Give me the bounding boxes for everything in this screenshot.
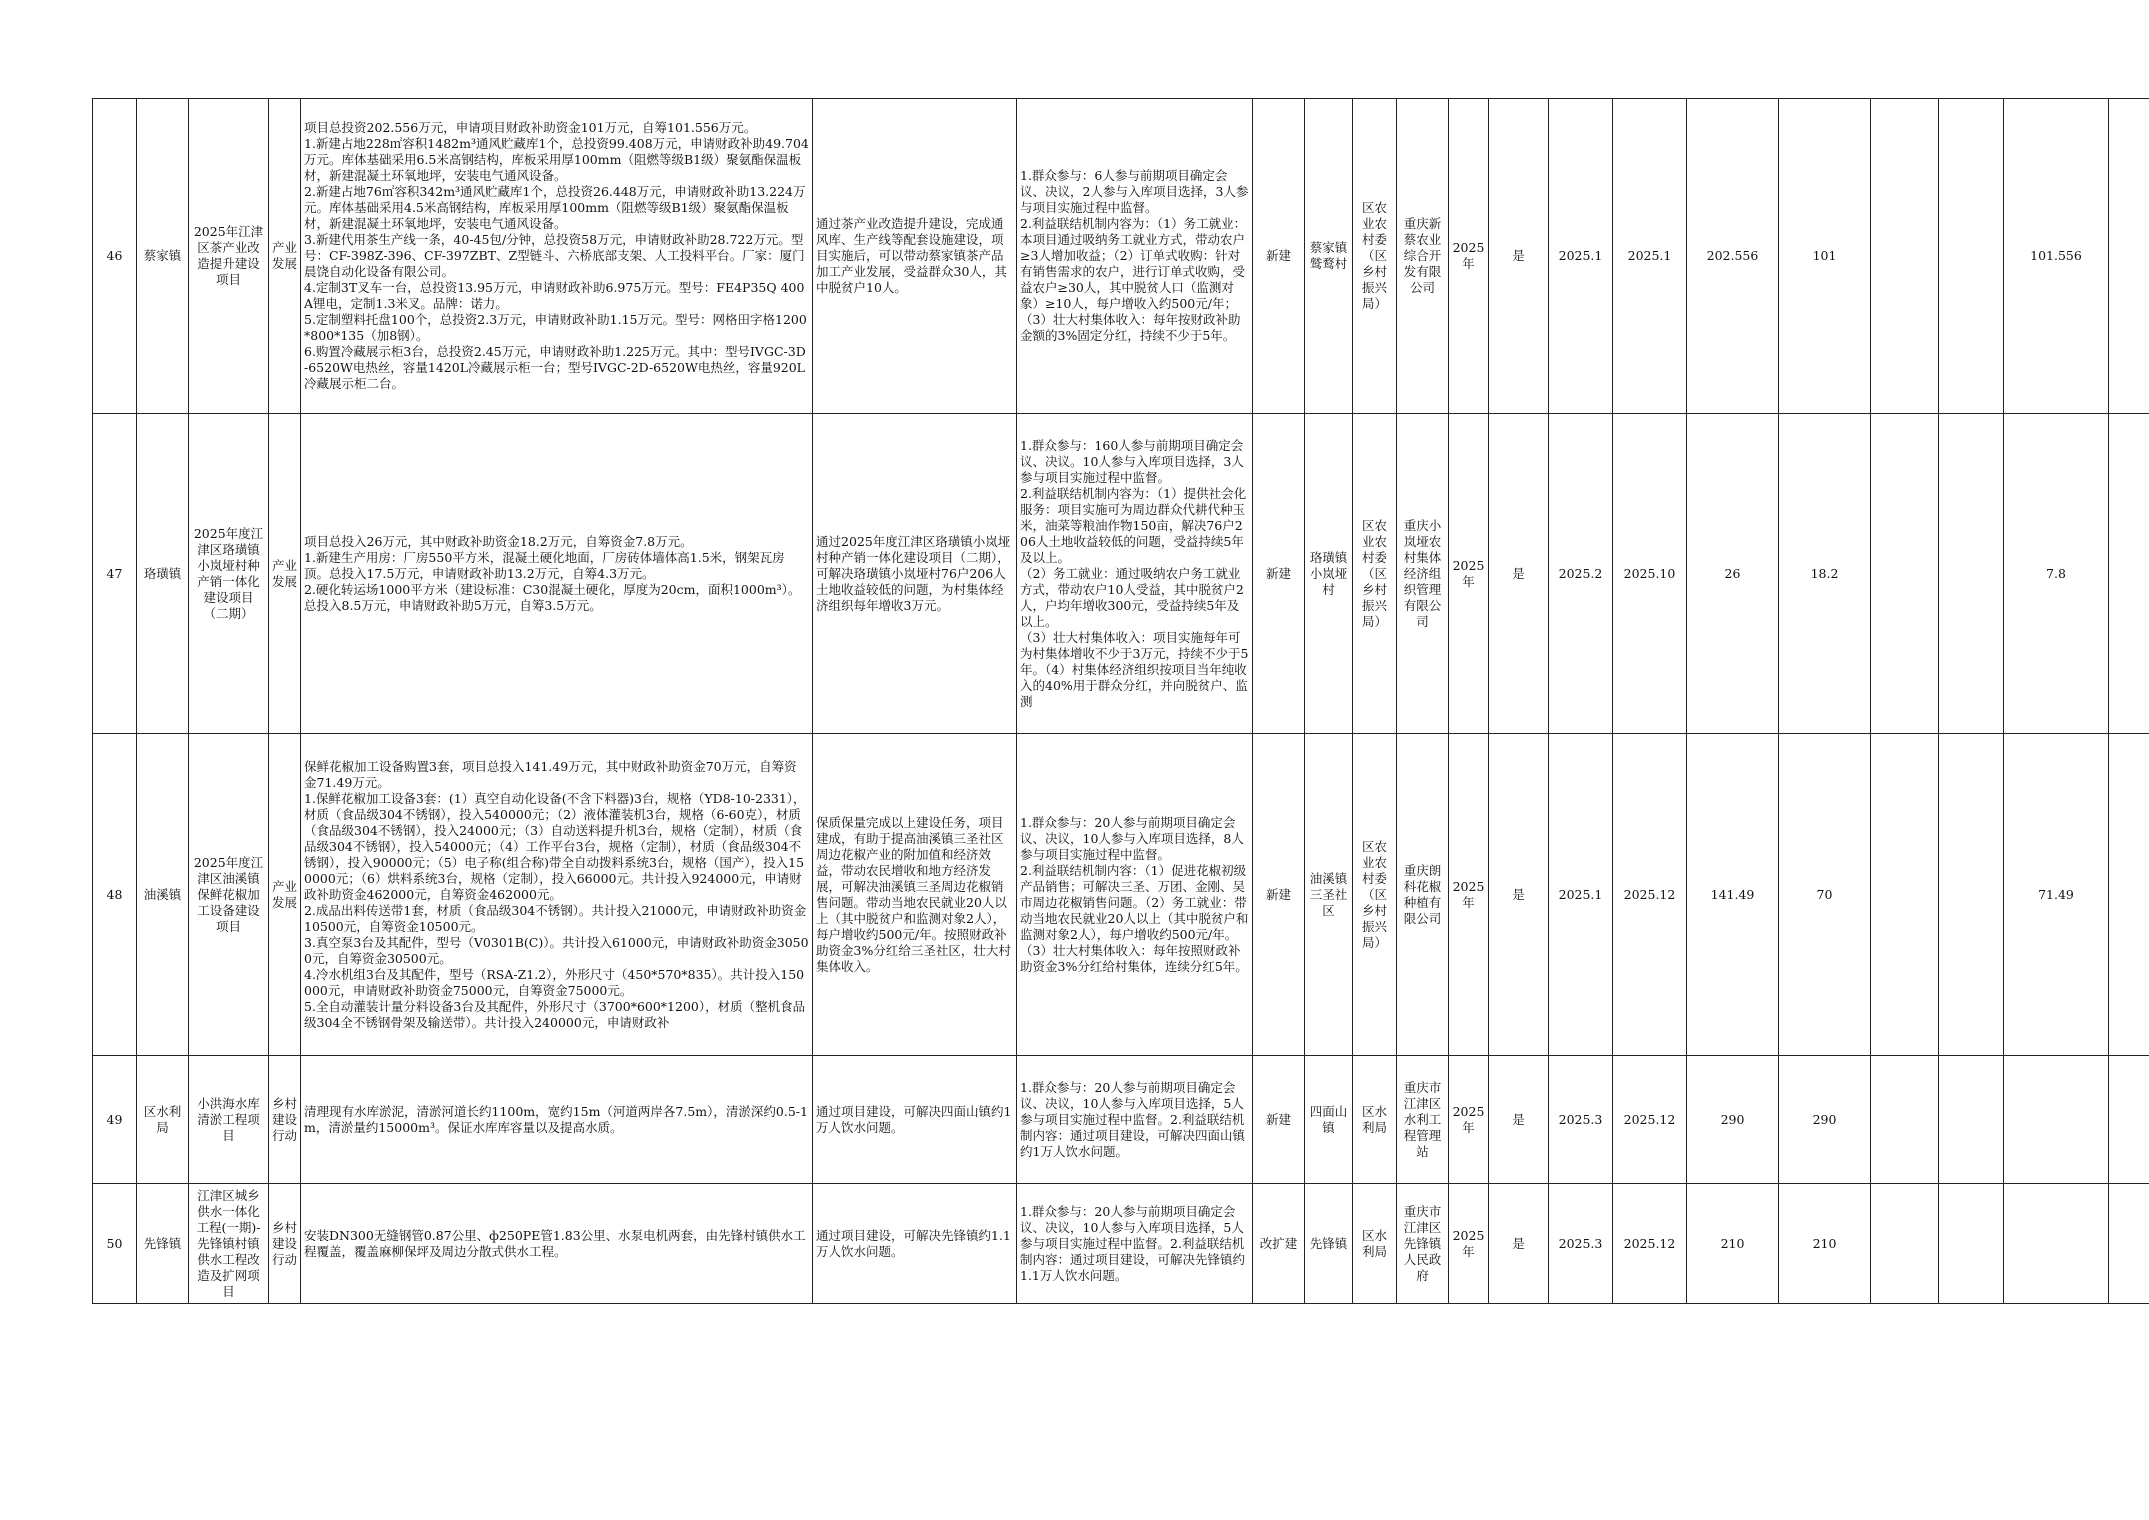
flag-cell-text: 是 <box>1512 248 1525 263</box>
fiscal-funds <box>1779 734 1871 1056</box>
start-date <box>1549 1184 1613 1304</box>
project-name-text: 江津区城乡供水一体化工程(一期)-先锋镇村镇供水工程改造及扩网项目 <box>196 1187 261 1299</box>
construction-content-text: 保鲜花椒加工设备购置3套，项目总投入141.49万元，其中财政补助资金70万元，自筹资金71.49万元。 1.保鲜花椒加工设备3套：(1）真空自动化设备(不含下料器)3台，规格（YD8-10-2331），材质（食品级304不锈钢），投入540000元；（2）液体灌装机3台，规格（6-60克），材质（食品级304不锈钢），投入24000元；（3）自动送料提升机3台，规格（定制），材质（食品级304不锈钢），投入54000元；（4）工作平台3台，规格（定制），材质（食品级304不锈钢），投入90000元；（5）电子称(组合称)带全自动拨料系统3台，规格（国产），投入150000元；（6）烘料系统3台，规格（定制），投入66000元。共计投入924000元，申请财政补助资金462000元，自筹资金462000元。 2.成品出料传送带1套，材质（食品级304不锈钢）。共计投入21000元，申请财政补助资金10500元，自筹资金10500元。 3.真空泵3台及其配件，型号（V0301B(C)）。共计投入61000元，申请财政补助资金30500元，自筹资金30500元。 4.冷水机组3台及其配件，型号（RSA-Z1.2），外形尺寸（450*570*835）。共计投入150000元，申请财政补助资金75000元，自筹资金75000元。 5.全自动灌装计量分料设备3台及其配件，外形尺寸（3700*600*1200），材质（整机食品级304全不锈钢骨架及输送带）。共计投入240000元，申请财政补 <box>304 758 809 1030</box>
flag-cell <box>1489 99 1549 414</box>
year <box>1449 1184 1489 1304</box>
empty-cell <box>1871 1056 1939 1184</box>
project-name <box>189 414 269 734</box>
empty-cell <box>2109 414 2149 734</box>
performance-goal <box>813 1056 1017 1184</box>
construction-content-text: 安装DN300无缝钢管0.87公里、ф250PE管1.83公里、水泵电机两套，由先锋村镇供水工程覆盖，覆盖麻柳保坪及周边分散式供水工程。 <box>304 1227 806 1259</box>
total-investment-text: 26 <box>1724 565 1741 581</box>
construction-content-text: 清理现有水库淤泥，清淤河道长约1100m，宽约15m（河道两岸各7.5m），清淤深约0.5-1m，清淤量约15000m³。保证水库库容量以及提高水质。 <box>304 1103 808 1135</box>
total-investment <box>1687 99 1779 414</box>
project-owner-text: 重庆新蔡农业综合开发有限公司 <box>1403 216 1442 295</box>
empty-cell <box>2109 1056 2149 1184</box>
construction-nature-text: 改扩建 <box>1259 1235 1298 1251</box>
project-name-text: 2025年度江津区珞璜镇小岚垭村种产销一体化建设项目（二期） <box>193 525 264 621</box>
project-name <box>189 734 269 1056</box>
flag-cell-text: 是 <box>1512 1111 1525 1127</box>
empty-cell <box>1871 1184 1939 1304</box>
empty-cell <box>1871 734 1939 1056</box>
self-raised-funds <box>2004 1184 2109 1304</box>
fiscal-funds <box>1779 99 1871 414</box>
project-name-text: 2025年度江津区油溪镇保鲜花椒加工设备建设项目 <box>193 854 264 934</box>
responsible-unit <box>137 734 189 1056</box>
project-type-text: 产业发展 <box>272 557 297 589</box>
competent-department <box>1353 1056 1397 1184</box>
start-date-text: 2025.1 <box>1558 248 1603 263</box>
location <box>1305 414 1353 734</box>
self-raised-funds-text: 101.556 <box>2030 248 2082 263</box>
start-date-text: 2025.3 <box>1558 1111 1603 1127</box>
year <box>1449 99 1489 414</box>
total-investment-text: 290 <box>1720 1111 1745 1127</box>
competent-department <box>1353 99 1397 414</box>
flag-cell-text: 是 <box>1512 1235 1525 1251</box>
end-date <box>1613 1056 1687 1184</box>
performance-goal <box>813 99 1017 414</box>
project-type <box>269 1056 301 1184</box>
competent-department-text: 区农业农村委（区乡村振兴局） <box>1361 517 1387 629</box>
self-raised-funds-text: 71.49 <box>2038 886 2074 902</box>
performance-goal-text: 通过项目建设，可解决四面山镇约1万人饮水问题。 <box>816 1103 1012 1135</box>
benefit-mechanism-text: 1.群众参与：20人参与前期项目确定会议、决议，10人参与入库项目选择，5人参与项目实施过程中监督。2.利益联结机制内容：通过项目建设，可解决先锋镇约1.1万人饮水问题。 <box>1020 1203 1246 1283</box>
performance-goal <box>813 734 1017 1056</box>
benefit-mechanism-text: 1.群众参与：20人参与前期项目确定会议、决议，10人参与入库项目选择，5人参与项目实施过程中监督。2.利益联结机制内容：通过项目建设，可解决四面山镇约1万人饮水问题。 <box>1020 1079 1246 1159</box>
start-date <box>1549 734 1613 1056</box>
performance-goal-text: 保质保量完成以上建设任务，项目建成，有助于提高油溪镇三圣社区周边花椒产业的附加值和经济效益，带动农民增收和地方经济发展，可解决油溪镇三圣周边花椒销售问题。带动当地农民就业20人以上（其中脱贫户和监测对象2人），每户增收约500元/年。按照财政补助资金3%分红给三圣社区，壮大村集体收入。 <box>816 814 1011 974</box>
responsible-unit <box>137 1056 189 1184</box>
start-date <box>1549 414 1613 734</box>
project-type-text: 乡村建设行动 <box>272 1219 297 1267</box>
project-table <box>92 98 2149 1304</box>
table-row <box>93 734 2149 1056</box>
end-date <box>1613 734 1687 1056</box>
responsible-unit-text: 油溪镇 <box>143 886 182 902</box>
table-body <box>93 99 2149 1304</box>
construction-nature-text: 新建 <box>1265 248 1291 263</box>
end-date <box>1613 414 1687 734</box>
empty-cell <box>1939 99 2004 414</box>
row-number <box>93 734 137 1056</box>
fiscal-funds-text: 290 <box>1812 1111 1837 1127</box>
total-investment-text: 141.49 <box>1710 886 1755 902</box>
year-text: 2025年 <box>1452 1103 1485 1135</box>
end-date-text: 2025.10 <box>1623 565 1676 581</box>
start-date-text: 2025.1 <box>1558 886 1603 902</box>
construction-nature <box>1253 99 1305 414</box>
benefit-mechanism-text: 1.群众参与：6人参与前期项目确定会议、决议，2人参与入库项目选择，3人参与项目实施过程中监督。 2.利益联结机制内容为：（1）务工就业：本项目通过吸纳务工就业方式，带动农户≥3人增加收益；（2）订单式收购：针对有销售需求的农户，进行订单式收购，受益农户≥30人，其中脱贫人口（监测对象）≥10人，每户增收入约500元/年；（3）壮大村集体收入：每年按财政补助金额的3%固定分红，持续不少于5年。 <box>1020 168 1249 343</box>
project-type <box>269 734 301 1056</box>
start-date-text: 2025.3 <box>1558 1235 1603 1251</box>
construction-nature <box>1253 734 1305 1056</box>
construction-content <box>301 414 813 734</box>
row-number-text: 49 <box>106 1111 123 1127</box>
construction-nature-text: 新建 <box>1265 1111 1291 1127</box>
flag-cell <box>1489 734 1549 1056</box>
year-text: 2025年 <box>1452 557 1485 589</box>
row-number-text: 48 <box>106 886 123 902</box>
location <box>1305 1184 1353 1304</box>
table-row <box>93 1056 2149 1184</box>
total-investment <box>1687 1184 1779 1304</box>
project-type <box>269 1184 301 1304</box>
end-date-text: 2025.12 <box>1623 1111 1676 1127</box>
location <box>1305 734 1353 1056</box>
flag-cell <box>1489 1056 1549 1184</box>
construction-nature <box>1253 1056 1305 1184</box>
construction-nature <box>1253 1184 1305 1304</box>
fiscal-funds <box>1779 1056 1871 1184</box>
project-owner <box>1397 1184 1449 1304</box>
row-number <box>93 1056 137 1184</box>
table-row <box>93 414 2149 734</box>
year-text: 2025年 <box>1452 240 1485 271</box>
table-row <box>93 99 2149 414</box>
empty-cell <box>1871 414 1939 734</box>
project-name <box>189 1184 269 1304</box>
empty-cell <box>2109 734 2149 1056</box>
project-owner <box>1397 734 1449 1056</box>
table-row <box>93 1184 2149 1304</box>
project-owner-text: 重庆市江津区先锋镇人民政府 <box>1403 1203 1442 1283</box>
construction-content <box>301 1056 813 1184</box>
competent-department <box>1353 734 1397 1056</box>
location-text: 蔡家镇鹫鹜村 <box>1309 240 1348 271</box>
competent-department-text: 区水利局 <box>1361 1227 1387 1259</box>
competent-department <box>1353 414 1397 734</box>
end-date <box>1613 99 1687 414</box>
row-number <box>93 1184 137 1304</box>
flag-cell <box>1489 1184 1549 1304</box>
project-owner-text: 重庆朗科花椒种植有限公司 <box>1403 862 1442 926</box>
project-owner-text: 重庆市江津区水利工程管理站 <box>1403 1079 1442 1159</box>
responsible-unit <box>137 1184 189 1304</box>
location-text: 油溪镇三圣社区 <box>1309 870 1348 918</box>
row-number-text: 47 <box>106 565 123 581</box>
year <box>1449 1056 1489 1184</box>
construction-content <box>301 99 813 414</box>
project-type-text: 产业发展 <box>272 240 297 271</box>
responsible-unit <box>137 414 189 734</box>
responsible-unit-text: 先锋镇 <box>143 1235 182 1251</box>
project-type <box>269 414 301 734</box>
year <box>1449 414 1489 734</box>
total-investment <box>1687 734 1779 1056</box>
benefit-mechanism-text: 1.群众参与：20人参与前期项目确定会议、决议，10人参与入库项目选择，8人参与项目实施过程中监督。 2.利益联结机制内容：（1）促进花椒初级产品销售；可解决三圣、万团、金刚、吴市周边花椒销售问题。（2）务工就业：带动当地农民就业20人以上（其中脱贫户和监测对象2人），每户增收约500元/年。（3）壮大村集体收入：每年按照财政补助资金3%分红给村集体，连续分红5年。 <box>1020 814 1249 974</box>
self-raised-funds <box>2004 414 2109 734</box>
benefit-mechanism <box>1017 1184 1253 1304</box>
total-investment-text: 202.556 <box>1706 248 1759 263</box>
start-date-text: 2025.2 <box>1558 565 1603 581</box>
year-text: 2025年 <box>1452 878 1485 910</box>
project-owner <box>1397 1056 1449 1184</box>
flag-cell <box>1489 414 1549 734</box>
location-text: 四面山镇 <box>1309 1103 1348 1135</box>
project-owner <box>1397 99 1449 414</box>
empty-cell <box>1939 734 2004 1056</box>
location <box>1305 1056 1353 1184</box>
self-raised-funds-text: 7.8 <box>2046 565 2066 581</box>
fiscal-funds <box>1779 1184 1871 1304</box>
self-raised-funds <box>2004 99 2109 414</box>
location-text: 先锋镇 <box>1309 1235 1348 1251</box>
benefit-mechanism <box>1017 734 1253 1056</box>
self-raised-funds <box>2004 734 2109 1056</box>
row-number <box>93 99 137 414</box>
construction-nature-text: 新建 <box>1265 886 1291 902</box>
benefit-mechanism <box>1017 1056 1253 1184</box>
project-name <box>189 1056 269 1184</box>
performance-goal <box>813 1184 1017 1304</box>
benefit-mechanism <box>1017 99 1253 414</box>
fiscal-funds-text: 18.2 <box>1810 565 1839 581</box>
flag-cell-text: 是 <box>1512 565 1525 581</box>
project-name-text: 小洪海水库清淤工程项目 <box>197 1095 260 1143</box>
construction-content-text: 项目总投入26万元，其中财政补助资金18.2万元，自筹资金7.8万元。 1.新建生产用房：厂房550平方米，混凝土硬化地面，厂房砖体墙体高1.5米，钢架瓦房顶。总投入17.5万元，申请财政补助13.2万元，自筹4.3万元。 2.硬化转运场1000平方米（建设标准：C30混凝土硬化，厚度为20cm，面积1000m³）。总投入8.5万元，申请财政补助5万元，自筹3.5万元。 <box>304 533 801 613</box>
end-date-text: 2025.12 <box>1623 1235 1676 1251</box>
project-type-text: 乡村建设行动 <box>272 1095 297 1143</box>
responsible-unit <box>137 99 189 414</box>
project-owner <box>1397 414 1449 734</box>
construction-nature <box>1253 414 1305 734</box>
competent-department-text: 区农业农村委（区乡村振兴局） <box>1361 838 1387 950</box>
start-date <box>1549 99 1613 414</box>
location <box>1305 99 1353 414</box>
project-owner-text: 重庆小岚垭农村集体经济组织管理有限公司 <box>1403 517 1442 629</box>
project-name-text: 2025年江津区茶产业改造提升建设项目 <box>193 224 264 287</box>
construction-content <box>301 1184 813 1304</box>
competent-department-text: 区农业农村委（区乡村振兴局） <box>1361 200 1387 311</box>
fiscal-funds <box>1779 414 1871 734</box>
empty-cell <box>2109 99 2149 414</box>
empty-cell <box>1939 414 2004 734</box>
benefit-mechanism-text: 1.群众参与：160人参与前期项目确定会议、决议。10人参与入库项目选择，3人参与项目实施过程中监督。 2.利益联结机制内容为：（1）提供社会化服务：项目实施可为周边群众代耕代种玉米，油菜等粮油作物150亩，解决76户206人土地收益较低的问题，受益持续5年及以上。 （2）务工就业：通过吸纳农户务工就业方式，带动农户10人受益，其中脱贫户2人，户均年增收300元，受益持续5年及以上。 （3）壮大村集体收入：项目实施每年可为村集体增收不少于3万元，持续不少于5年。（4）村集体经济组织按项目当年纯收入的40%用于群众分红，并向脱贫户、监测 <box>1020 437 1249 709</box>
row-number-text: 50 <box>106 1235 123 1251</box>
competent-department-text: 区水利局 <box>1361 1103 1387 1135</box>
performance-goal-text: 通过2025年度江津区珞璜镇小岚垭村种产销一体化建设项目（二期），可解决珞璜镇小岚垭村76户206人土地收益较低的问题，为村集体经济组织每年增收3万元。 <box>816 533 1011 613</box>
end-date-text: 2025.12 <box>1623 886 1676 902</box>
empty-cell <box>1939 1056 2004 1184</box>
end-date-text: 2025.1 <box>1627 248 1672 263</box>
empty-cell <box>1939 1184 2004 1304</box>
year <box>1449 734 1489 1056</box>
row-number <box>93 414 137 734</box>
fiscal-funds-text: 101 <box>1812 248 1837 263</box>
total-investment-text: 210 <box>1720 1235 1745 1251</box>
competent-department <box>1353 1184 1397 1304</box>
construction-nature-text: 新建 <box>1265 565 1291 581</box>
performance-goal-text: 通过茶产业改造提升建设，完成通风库、生产线等配套设施建设，项目实施后，可以带动蔡家镇茶产品加工产业发展，受益群众30人，其中脱贫户10人。 <box>816 216 1007 295</box>
project-type <box>269 99 301 414</box>
empty-cell <box>2109 1184 2149 1304</box>
responsible-unit-text: 蔡家镇 <box>143 248 182 263</box>
responsible-unit-text: 区水利局 <box>143 1103 182 1135</box>
fiscal-funds-text: 70 <box>1816 886 1833 902</box>
project-name <box>189 99 269 414</box>
self-raised-funds <box>2004 1056 2109 1184</box>
row-number-text: 46 <box>106 248 123 263</box>
location-text: 珞璜镇小岚垭村 <box>1309 549 1348 597</box>
empty-cell <box>1871 99 1939 414</box>
performance-goal-text: 通过项目建设，可解决先锋镇约1.1万人饮水问题。 <box>816 1227 1011 1259</box>
total-investment <box>1687 414 1779 734</box>
total-investment <box>1687 1056 1779 1184</box>
performance-goal <box>813 414 1017 734</box>
end-date <box>1613 1184 1687 1304</box>
fiscal-funds-text: 210 <box>1812 1235 1837 1251</box>
construction-content-text: 项目总投资202.556万元，申请项目财政补助资金101万元，自筹101.556万元。 1.新建占地228㎡容积1482m³通风贮藏库1个，总投资99.408万元，申请财政补助49.704万元。库体基础采用6.5米高钢结构，库板采用厚100mm（阻燃等级B1级）聚氨酯保温板材，新建混凝土环氧地坪，安装电气通风设备。 2.新建占地76㎡容积342m³通风贮藏库1个，总投资26.448万元，申请财政补助13.224万元。库体基础采用4.5米高钢结构，库板采用厚100mm（阻燃等级B1级）聚氨酯保温板材，新建混凝土环氧地坪，安装电气通风设备。 3.新建代用茶生产线一条，40-45包/分钟，总投资58万元，申请财政补助28.722万元。型号：CF-398Z-396、CF-397ZBT、Z型链斗、六桥底部支架、人工投料平台。厂家：厦门晨饶自动化设备有限公司。 4.定制3T叉车一台，总投资13.95万元，申请财政补助6.975万元。型号：FE4P35Q 400A锂电，定制1.3米叉。品牌：诺力。 5.定制塑料托盘100个，总投资2.3万元，申请财政补助1.15万元。型号：网格田字格1200*800*135（加8钢）。 6.购置冷藏展示柜3台，总投资2.45万元，申请财政补助1.225万元。其中：型号IVGC-3D-6520W电热丝，容量1420L冷藏展示柜一台；型号IVGC-2D-6520W电热丝，容量920L冷藏展示柜二台。 <box>304 120 809 391</box>
year-text: 2025年 <box>1452 1227 1485 1259</box>
flag-cell-text: 是 <box>1512 886 1525 902</box>
start-date <box>1549 1056 1613 1184</box>
responsible-unit-text: 珞璜镇 <box>143 565 182 581</box>
benefit-mechanism <box>1017 414 1253 734</box>
construction-content <box>301 734 813 1056</box>
project-type-text: 产业发展 <box>272 878 297 910</box>
